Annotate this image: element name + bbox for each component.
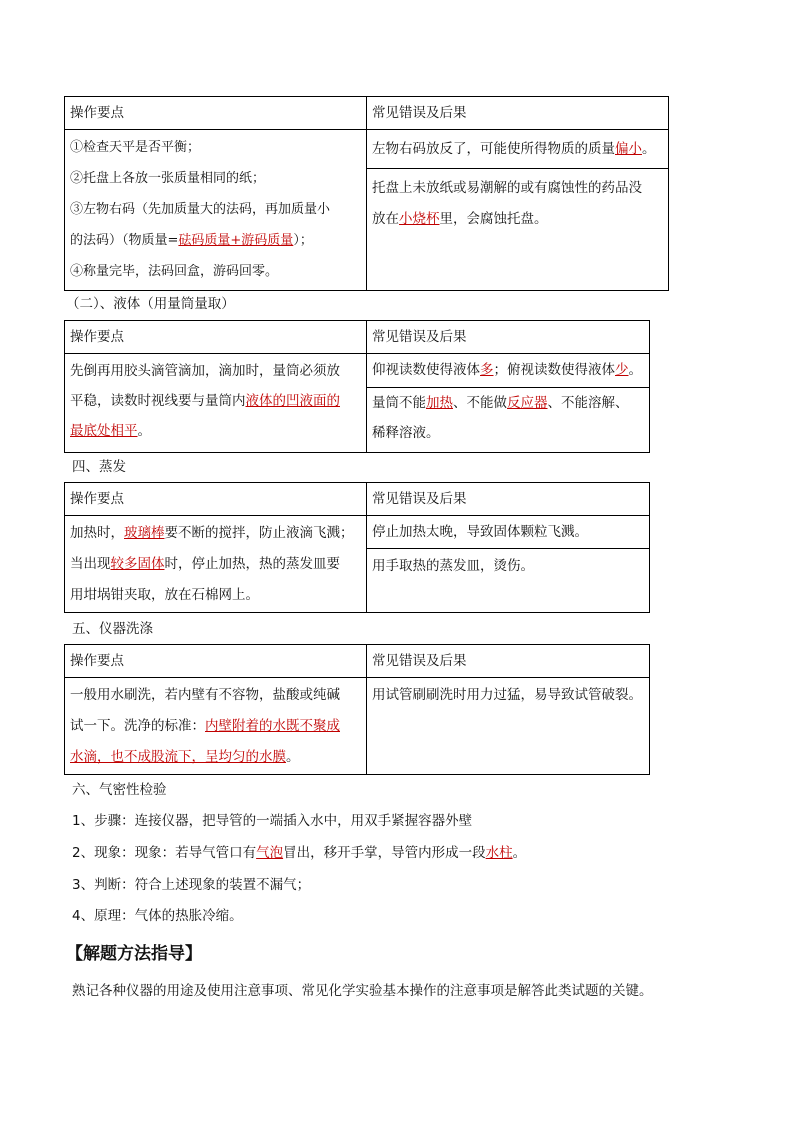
table-header-right: 常见错误及后果	[367, 483, 650, 516]
text-line: 放在小烧杯里，会腐蚀托盘。	[372, 211, 548, 228]
text-line: ①检查天平是否平衡；	[70, 140, 201, 155]
table-header-left: 操作要点	[65, 97, 367, 130]
error-cell: 用试管刷刷洗时用力过猛，易导致试管破裂。	[367, 678, 650, 775]
text-line: 的法码）（物质量=砝码质量+游码质量）；	[70, 233, 313, 248]
text-line: 先倒再用胶头滴管滴加，滴加时，量筒必须放	[70, 363, 340, 379]
method-guide-text: 熟记各种仪器的用途及使用注意事项、常见化学实验基本操作的注意事项是解答此类试题的关键。	[72, 983, 653, 999]
operation-points-cell	[65, 130, 367, 291]
error-cell: 用手取热的蒸发皿，烫伤。	[367, 549, 650, 613]
text-line: 量筒不能加热、不能做反应器、不能溶解、	[372, 395, 629, 412]
airtight-phenomenon: 2、现象：现象：若导气管口有气泡冒出，移开手掌，导管内形成一段水柱。	[72, 845, 527, 861]
operation-points-cell	[65, 354, 367, 453]
highlight-text: 较多固体	[110, 556, 165, 572]
text-line: 稀释溶液。	[372, 425, 440, 442]
highlight-text: 玻璃棒	[124, 525, 165, 541]
highlight-text: 偏小	[615, 140, 642, 157]
operation-points-cell	[65, 516, 367, 613]
highlight-text: 内壁附着的水既不聚成	[205, 718, 340, 734]
airtight-step: 1、步骤：连接仪器，把导管的一端插入水中，用双手紧握容器外壁	[72, 813, 473, 829]
text-line: 水滴，也不成股流下，呈均匀的水膜。	[70, 749, 300, 765]
highlight-text: 反应器	[507, 395, 548, 412]
section-heading-washing: 五、仪器洗涤	[72, 621, 153, 637]
section-heading-liquid: （二）、液体（用量筒量取）	[66, 296, 235, 312]
table-header-right: 常见错误及后果	[367, 645, 650, 678]
error-cell: 仰视读数使得液体多；俯视读数使得液体少。	[367, 354, 650, 388]
highlight-text: 水柱	[485, 845, 513, 861]
text-line: 用坩埚钳夹取，放在石棉网上。	[70, 587, 259, 603]
airtight-principle: 4、原理：气体的热胀冷缩。	[72, 908, 243, 924]
table-header-left: 操作要点	[65, 321, 367, 354]
section-heading-airtightness: 六、气密性检验	[72, 782, 167, 798]
error-cell	[367, 169, 669, 291]
text-line: 加热时，玻璃棒要不断的搅拌，防止液滴飞溅；	[70, 525, 354, 541]
table-header-left: 操作要点	[65, 645, 367, 678]
error-cell: 左物右码放反了，可能使所得物质的质量偏小。	[367, 130, 669, 169]
table-header-right: 常见错误及后果	[367, 97, 669, 130]
highlight-text: 多	[480, 362, 494, 379]
highlight-text: 水滴，也不成股流下，呈均匀的水膜	[70, 749, 286, 765]
text-line: ②托盘上各放一张质量相同的纸；	[70, 171, 266, 186]
washing-table	[64, 644, 650, 775]
highlight-text: 少	[615, 362, 629, 379]
text-line: 托盘上未放纸或易潮解的或有腐蚀性的药品没	[372, 180, 642, 197]
table-header-right: 常见错误及后果	[367, 321, 650, 354]
operation-points-cell	[65, 678, 367, 775]
highlight-text: 液体的凹液面的	[245, 393, 340, 409]
text-line: 一般用水刷洗，若内壁有不容物，盐酸或纯碱	[70, 687, 340, 703]
text-line: 试一下。洗净的标准：内壁附着的水既不聚成	[70, 718, 340, 734]
airtight-judge: 3、判断：符合上述现象的装置不漏气；	[72, 877, 311, 893]
highlight-text: 砝码质量+游码质量	[178, 233, 294, 248]
highlight-text: 加热	[426, 395, 453, 412]
text-line: 最底处相平。	[70, 423, 151, 439]
liquid-table	[64, 320, 650, 453]
table-header-left: 操作要点	[65, 483, 367, 516]
error-cell: 停止加热太晚，导致固体颗粒飞溅。	[367, 516, 650, 549]
highlight-text: 气泡	[256, 845, 284, 861]
highlight-text: 最底处相平	[70, 423, 138, 439]
section-heading-evaporation: 四、蒸发	[72, 459, 126, 475]
text-line: 当出现较多固体时，停止加热，热的蒸发皿要	[70, 556, 340, 572]
text-line: ③左物右码（先加质量大的法码，再加质量小	[70, 202, 331, 217]
weighing-table	[64, 96, 669, 291]
text-line: 平稳，读数时视线要与量筒内液体的凹液面的	[70, 393, 340, 409]
highlight-text: 小烧杯	[399, 211, 440, 228]
method-guide-title: 【解题方法指导】	[66, 944, 202, 964]
error-cell	[367, 388, 650, 453]
text-line: ④称量完毕，法码回盒，游码回零。	[70, 264, 279, 279]
evaporation-table	[64, 482, 650, 613]
